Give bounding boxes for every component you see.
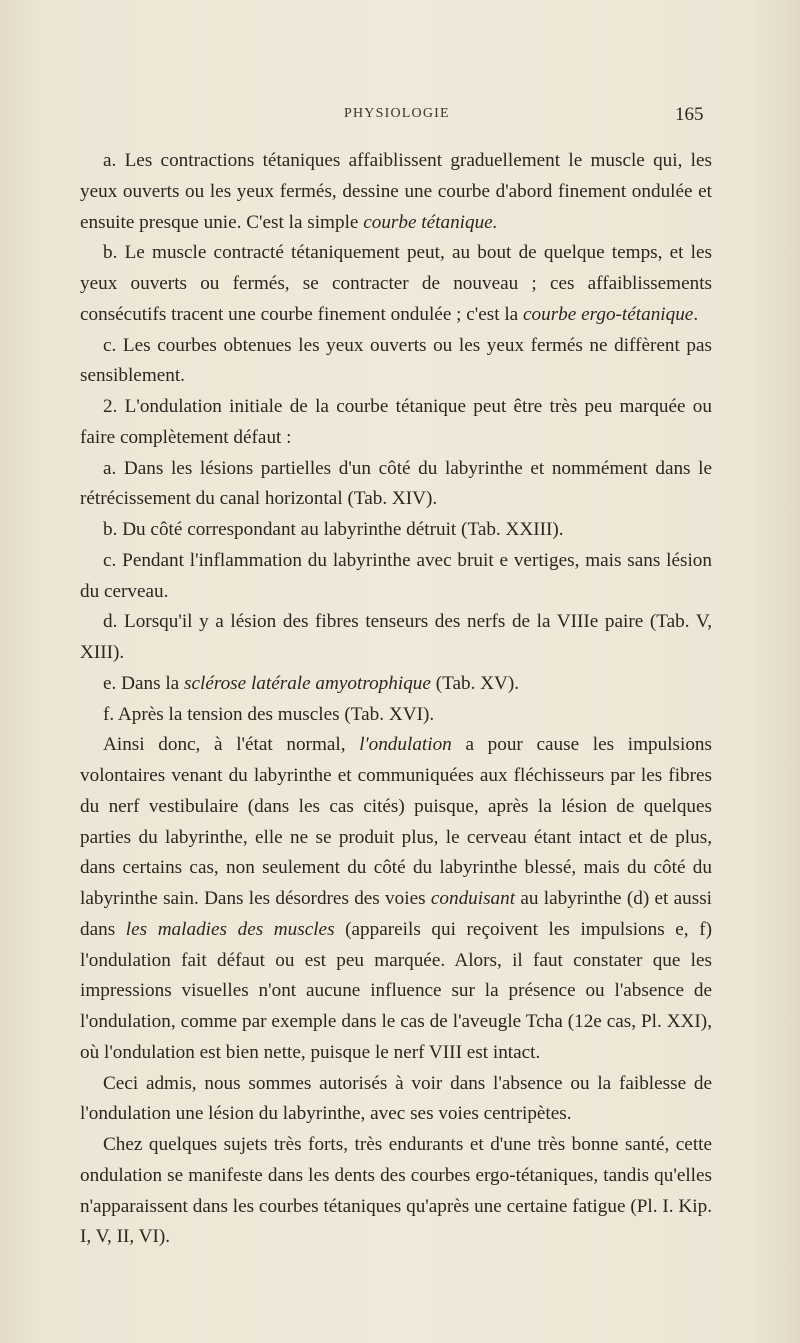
- page-header: [0, 104, 800, 128]
- paragraph: [80, 607, 712, 669]
- page-number: 165: [675, 104, 704, 125]
- text-run: d. Lorsqu'il y a lésion des fibres tenseurs des nerfs de la VIIIe paire (Tab. V, XIII).: [80, 611, 712, 663]
- text-run: b. Du côté correspondant au labyrinthe détruit (Tab. XXIII).: [103, 519, 564, 540]
- text-run: f. Après la tension des muscles (Tab. XVI).: [103, 703, 435, 725]
- paragraph: [80, 238, 712, 330]
- text-run: (appareils qui reçoivent les impulsions e, f) l'ondulation fait défaut ou est peu marquée. Alors, il faut constater que les impressions visuelles n'ont aucune influence sur la présence ou l'absence de l'ondulation, comme par exemple dans le cas de l'aveugle Tcha (12e cas, Pl. XXI), où l'ondulation est bien nette, puisque le nerf VIII est intact.: [80, 918, 712, 1063]
- italic-term: courbe tétanique.: [363, 211, 498, 233]
- paragraph: [80, 669, 712, 700]
- text-run: e. Dans la: [103, 672, 184, 694]
- text-run: b. Le muscle contracté tétaniquement peut, au bout de quelque temps, et les yeux ouverts ou fermés, se contracter de nouveau ; ces affaiblissements consécutifs tracent une courbe finement ondulée ; c'est la: [80, 242, 712, 325]
- text-run: c. Pendant l'inflammation du labyrinthe avec bruit e vertiges, mais sans lésion du cerveau.: [80, 549, 712, 602]
- text-run: 2. L'ondulation initiale de la courbe tétanique peut être très peu marquée ou faire complètement défaut :: [80, 396, 712, 448]
- text-run: Ceci admis, nous sommes autorisés à voir dans l'absence ou la faiblesse de l'ondulation une lésion du labyrinthe, avec ses voies centripètes.: [80, 1072, 712, 1125]
- text-run: .: [693, 303, 699, 325]
- paragraph: [80, 730, 712, 1068]
- text-run: c. Les courbes obtenues les yeux ouverts ou les yeux fermés ne diffèrent pas sensiblement.: [80, 334, 712, 387]
- paragraph: [80, 146, 712, 238]
- italic-term: les maladies des muscles: [125, 918, 335, 940]
- paragraph: [80, 1130, 712, 1253]
- running-head: PHYSIOLOGIE: [344, 106, 450, 121]
- paragraph: [80, 392, 712, 454]
- paragraph: [80, 1069, 712, 1131]
- italic-term: courbe ergo-tétanique: [523, 303, 694, 325]
- text-run: Ainsi donc, à l'état normal,: [103, 734, 360, 756]
- paragraph: [80, 331, 712, 393]
- paragraph: [80, 515, 712, 546]
- paragraph: [80, 546, 712, 608]
- text-run: a pour cause les impulsions volontaires venant du labyrinthe et communiquées aux fléchisseurs par les fibres du nerf vestibulaire (dans les cas cités) puisque, après la lésion de quelques parties du labyrinthe, elle ne se produit plus, le cerveau étant intact et de plus, dans certains cas, non seulement du côté du labyrinthe blessé, mais du côté du labyrinthe sain. Dans les désordres des voies: [80, 734, 712, 909]
- text-run: (Tab. XV).: [430, 672, 520, 694]
- body-text: [80, 146, 712, 1253]
- italic-term: l'ondulation: [359, 734, 452, 756]
- text-run: a. Dans les lésions partielles d'un côté du labyrinthe et nommément dans le rétrécissement du canal horizontal (Tab. XIV).: [80, 457, 712, 510]
- italic-term: sclérose latérale amyotrophique: [184, 672, 431, 694]
- text-run: Chez quelques sujets très forts, très endurants et d'une très bonne santé, cette ondulation se manifeste dans les dents des courbes ergo-tétaniques, tandis qu'elles n'apparaissent dans les courbes tétaniques qu'après une certaine fatigue (Pl. I. Kip. I, V, II, VI).: [80, 1134, 712, 1248]
- italic-term: conduisant: [430, 888, 516, 909]
- paragraph: [80, 454, 712, 516]
- paragraph: [80, 700, 712, 731]
- text-run: a. Les contractions tétaniques affaiblissent graduellement le muscle qui, les yeux ouverts ou les yeux fermés, dessine une courbe d'abord finement ondulée et ensuite presque unie. C'est la simple: [80, 150, 712, 233]
- text-run: au labyrinthe (d) et aussi dans: [80, 888, 712, 940]
